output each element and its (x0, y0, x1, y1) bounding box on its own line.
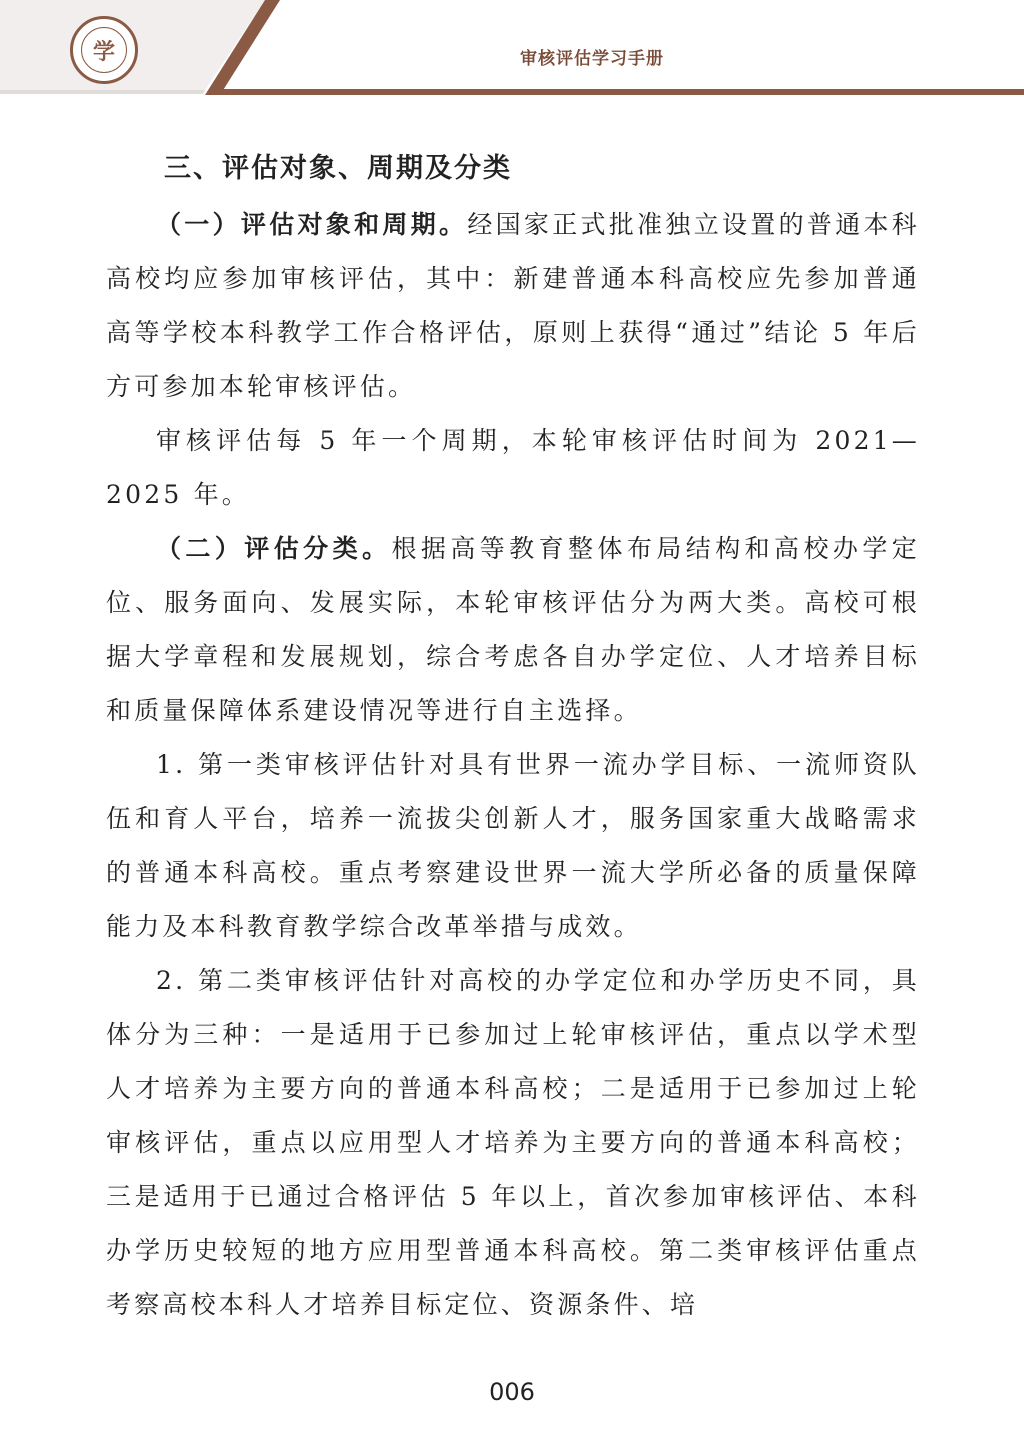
paragraph-lead: （一）评估对象和周期。 (156, 210, 468, 239)
header-title: 审核评估学习手册 (520, 49, 664, 69)
paragraph-text: 审核评估每 5 年一个周期，本轮审核评估时间为 2021—2025 年。 (106, 426, 920, 509)
paragraph (106, 954, 920, 1332)
paragraph-text: 2. 第二类审核评估针对高校的办学定位和办学历史不同，具体分为三种：一是适用于已参加过上轮审核评估，重点以学术型人才培养为主要方向的普通本科高校；二是适用于已参加过上轮审核评估，重点以应用型人才培养为主要方向的普通本科高校；三是适用于已通过合格评估 5 年以上，首次参加审核评估、本科办学历史较短的地方应用型普通本科高校。第二类审核评估重点考察高校本科人才培养目标定位、资源条件、培 (106, 966, 920, 1319)
paragraph (106, 198, 920, 414)
section-title: 三、评估对象、周期及分类 (164, 153, 512, 184)
paragraph-lead: （二）评估分类。 (156, 534, 392, 563)
page-number: 006 (489, 1378, 535, 1406)
paragraph-text: 根据高等教育整体布局结构和高校办学定位、服务面向、发展实际，本轮审核评估分为两大类。高校可根据大学章程和发展规划，综合考虑各自办学定位、人才培养目标和质量保障体系建设情况等进行自主选择。 (106, 534, 920, 725)
paragraph-text: 1. 第一类审核评估针对具有世界一流办学目标、一流师资队伍和育人平台，培养一流拔尖创新人才，服务国家重大战略需求的普通本科高校。重点考察建设世界一流大学所必备的质量保障能力及本科教育教学综合改革举措与成效。 (106, 750, 920, 941)
paragraph (106, 738, 920, 954)
university-seal-icon (70, 16, 138, 84)
header-decoration (0, 0, 1024, 100)
paragraph (106, 414, 920, 522)
paragraph (106, 522, 920, 738)
seal-glyph: 学 (81, 27, 127, 73)
paragraph-text: 经国家正式批准独立设置的普通本科高校均应参加审核评估，其中：新建普通本科高校应先参加普通高等学校本科教学工作合格评估，原则上获得“通过”结论 5 年后方可参加本轮审核评估。 (106, 210, 921, 401)
page-content (106, 142, 920, 1332)
